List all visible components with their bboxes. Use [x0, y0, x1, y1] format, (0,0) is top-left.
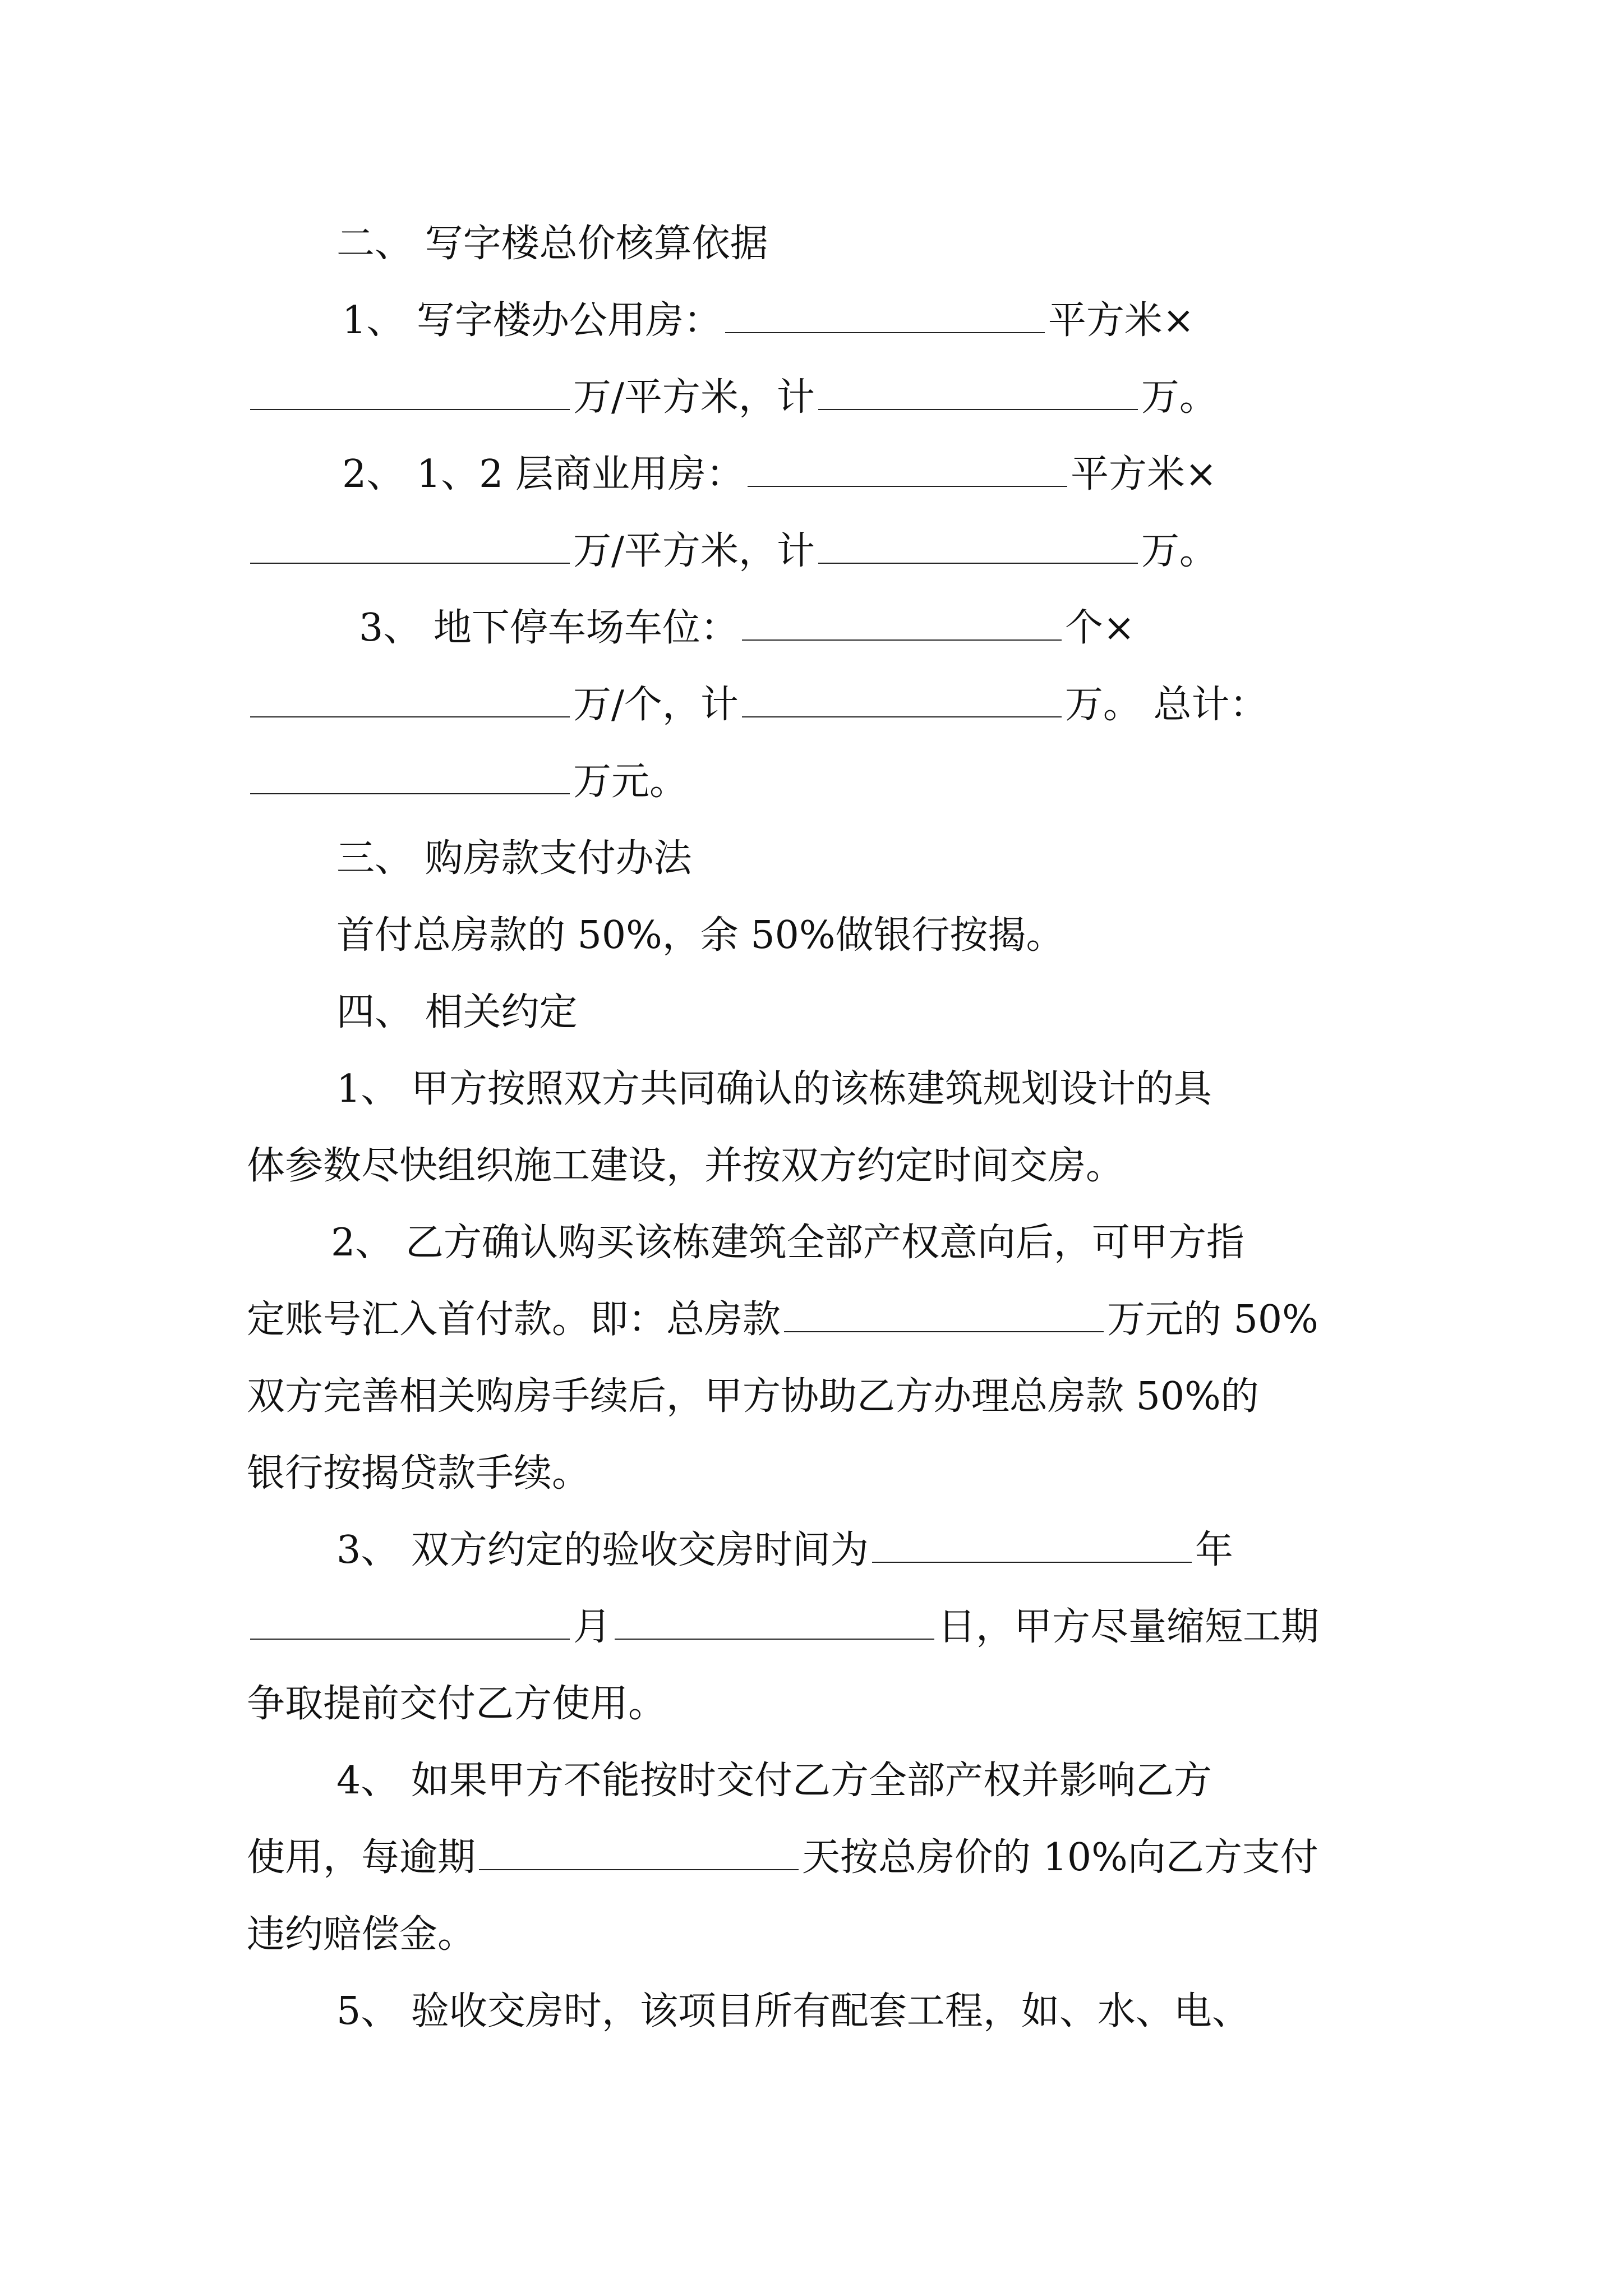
section-2-item-1-line-2 — [247, 367, 1413, 429]
grand-total-blank[interactable] — [250, 760, 570, 794]
commercial-price-blank[interactable] — [250, 529, 570, 564]
item-2-unit: 平方米× — [1071, 452, 1218, 496]
section-4-item-4-line-1: 4、 如果甲方不能按时交付乙方全部产权并影响乙方 — [336, 1759, 1212, 1803]
parking-total-blank[interactable] — [742, 683, 1062, 717]
total-price-blank[interactable] — [784, 1297, 1104, 1332]
section-2-item-1-line-1 — [342, 290, 1509, 352]
parking-price-blank[interactable] — [250, 683, 570, 717]
section-4-item-4-line-2 — [247, 1827, 1413, 1889]
section-4-item-1-line-2: 体参数尽快组织施工建设，并按双方约定时间交房。 — [247, 1144, 1124, 1188]
section-3-heading: 三、 购房款支付办法 — [336, 836, 692, 881]
section-4-heading: 四、 相关约定 — [336, 990, 578, 1034]
section-4-item-2-line-4: 银行按揭贷款手续。 — [247, 1451, 591, 1496]
office-total-blank[interactable] — [818, 375, 1138, 410]
year-unit: 年 — [1195, 1528, 1233, 1572]
item-3-unit: 个× — [1064, 606, 1135, 650]
section-4-item-4-line-3: 违约赔偿金。 — [247, 1912, 476, 1957]
item-3-price-unit: 万/个，计 — [573, 683, 739, 727]
section-2-item-2-line-1 — [342, 444, 1509, 505]
commercial-area-blank[interactable] — [748, 452, 1067, 487]
section-2-item-2-line-2 — [247, 521, 1413, 582]
section-2-heading: 二、 写字楼总价核算依据 — [336, 222, 768, 266]
item-3-label: 3、 地下停车场车位： — [359, 606, 739, 650]
down-payment-unit: 万元的 50% — [1107, 1297, 1318, 1342]
section-4-item-5-line-1: 5、 验收交房时，该项目所有配套工程，如、水、电、 — [336, 1989, 1250, 2033]
overdue-label: 使用，每逾期 — [247, 1835, 476, 1880]
day-unit: 日，甲方尽量缩短工期 — [938, 1605, 1320, 1649]
section-2-item-3-line-2 — [247, 674, 1413, 736]
item-1-unit: 平方米× — [1048, 298, 1195, 343]
section-3-text: 首付总房款的 50%，余 50%做银行按揭。 — [336, 913, 1064, 958]
item-2-label: 2、 1、2 层商业用房： — [342, 452, 745, 496]
parking-count-blank[interactable] — [742, 606, 1062, 641]
handover-year-blank[interactable] — [872, 1528, 1192, 1563]
office-price-blank[interactable] — [250, 375, 570, 410]
item-1-label: 1、 写字楼办公用房： — [342, 298, 722, 343]
section-4-item-3-line-1 — [336, 1520, 1503, 1581]
section-2-grand-total-line — [247, 751, 1413, 813]
item-3-total-label: 万。 总计： — [1064, 683, 1268, 727]
section-4-item-3-line-2 — [247, 1596, 1413, 1658]
section-4-item-3-line-3: 争取提前交付乙方使用。 — [247, 1682, 667, 1726]
commercial-total-blank[interactable] — [818, 529, 1138, 564]
handover-day-blank[interactable] — [615, 1605, 934, 1640]
item-2-total-unit: 万。 — [1141, 529, 1218, 573]
month-unit: 月 — [573, 1605, 612, 1649]
penalty-text: 天按总房价的 10%向乙方支付 — [802, 1835, 1318, 1880]
overdue-days-blank[interactable] — [479, 1835, 799, 1870]
item-1-price-unit: 万/平方米，计 — [573, 375, 815, 420]
section-4-item-2-line-1: 2、 乙方确认购买该栋建筑全部产权意向后，可甲方指 — [331, 1221, 1244, 1265]
grand-total-unit: 万元。 — [573, 760, 688, 804]
section-4-item-2-line-2 — [247, 1289, 1413, 1351]
section-4-item-1-line-1: 1、 甲方按照双方共同确认的该栋建筑规划设计的具 — [336, 1067, 1212, 1111]
section-4-item-2-line-3: 双方完善相关购房手续后，甲方协助乙方办理总房款 50%的 — [247, 1374, 1259, 1419]
down-payment-label: 定账号汇入首付款。即：总房款 — [247, 1297, 781, 1342]
item-2-price-unit: 万/平方米，计 — [573, 529, 815, 573]
handover-month-blank[interactable] — [250, 1605, 570, 1640]
section-2-item-3-line-1 — [359, 597, 1525, 659]
office-area-blank[interactable] — [725, 298, 1045, 333]
item-1-total-unit: 万。 — [1141, 375, 1218, 420]
handover-label: 3、 双方约定的验收交房时间为 — [336, 1528, 869, 1572]
